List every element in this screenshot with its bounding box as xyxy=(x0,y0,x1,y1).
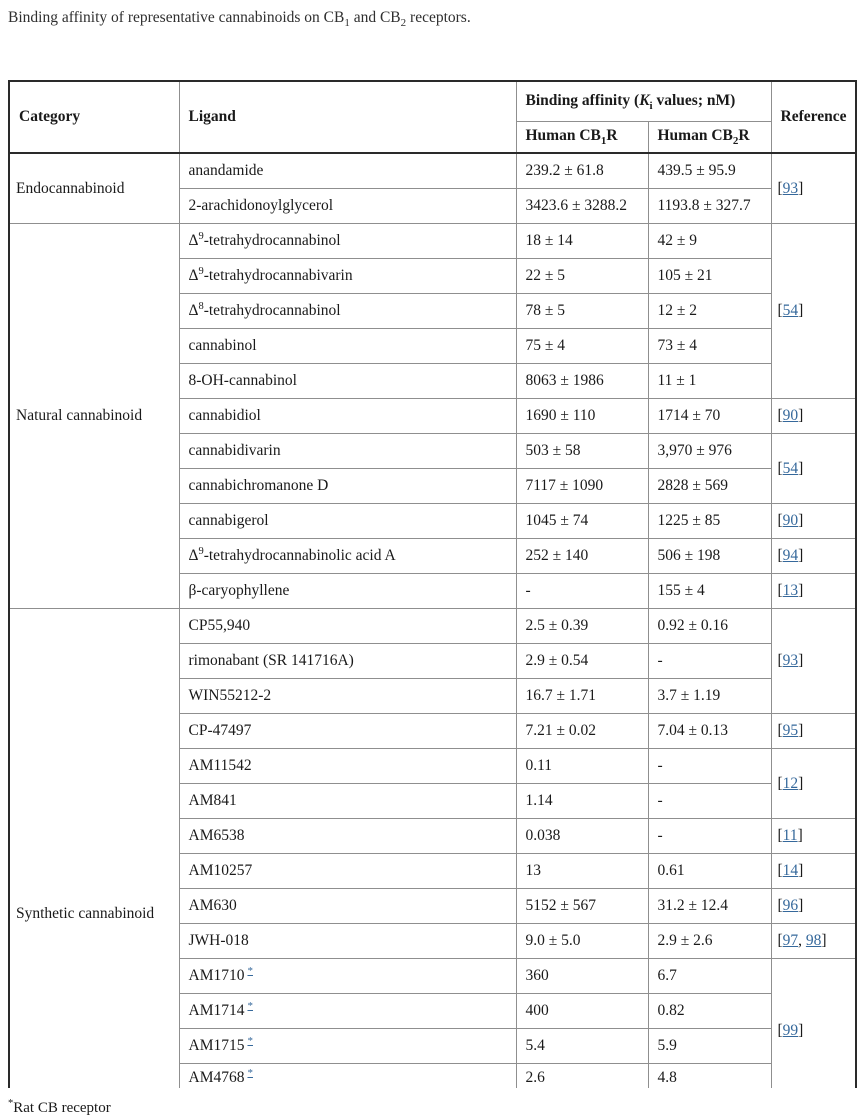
ligand-name: anandamide xyxy=(188,162,264,180)
ligand-cell xyxy=(179,749,516,784)
ligand-name: -tetrahydrocannabivarin xyxy=(203,267,353,285)
ligand-cell xyxy=(179,714,516,749)
cb1-value-cell: 5152 ± 567 xyxy=(516,889,648,924)
ligand-name: 8-OH-cannabinol xyxy=(188,372,297,390)
ligand-name: cannabidivarin xyxy=(188,442,281,460)
header-category: Category xyxy=(9,81,179,153)
ligand-cell xyxy=(179,469,516,504)
cb2-value-cell: - xyxy=(648,644,771,679)
ligand-name: AM841 xyxy=(188,792,237,810)
ki-subscript: i xyxy=(649,99,653,112)
cb2-value-cell: 2.9 ± 2.6 xyxy=(648,924,771,959)
ligand-cell xyxy=(179,1064,516,1089)
cb1-value-cell: 0.038 xyxy=(516,819,648,854)
footnote-text: Rat CB receptor xyxy=(13,1100,111,1117)
rat-receptor-star-link[interactable]: * xyxy=(247,1066,253,1079)
ligand-superscript: 8 xyxy=(198,300,204,312)
ligand-cell xyxy=(179,1029,516,1064)
ligand-cell xyxy=(179,539,516,574)
category-cell: Synthetic cannabinoid xyxy=(9,609,179,1089)
cb2-value-cell: 1193.8 ± 327.7 xyxy=(648,189,771,224)
header-text: Human CB xyxy=(657,127,733,145)
reference-link[interactable]: 14 xyxy=(782,862,799,880)
reference-link[interactable]: 90 xyxy=(782,512,799,530)
cb1-value-cell: 503 ± 58 xyxy=(516,434,648,469)
reference-cell: [54] xyxy=(771,224,856,399)
reference-cell: [96] xyxy=(771,889,856,924)
reference-cell: [12] xyxy=(771,749,856,819)
ligand-name: CP-47497 xyxy=(188,722,252,740)
ligand-name: β-caryophyllene xyxy=(188,582,290,600)
ligand-name: AM6538 xyxy=(188,827,245,845)
cb2-value-cell: 0.92 ± 0.16 xyxy=(648,609,771,644)
cb2-value-cell: 0.82 xyxy=(648,994,771,1029)
ligand-name: AM1710 xyxy=(188,967,245,985)
ligand-name: AM11542 xyxy=(188,757,252,775)
caption-subscript-1: 1 xyxy=(344,17,350,30)
cb2-value-cell: - xyxy=(648,749,771,784)
reference-cell: [95] xyxy=(771,714,856,749)
reference-link[interactable]: 13 xyxy=(782,582,799,600)
reference-cell: [90] xyxy=(771,399,856,434)
cb2-value-cell: 2828 ± 569 xyxy=(648,469,771,504)
ligand-name: AM1715 xyxy=(188,1037,245,1055)
ligand-cell xyxy=(179,294,516,329)
table-row xyxy=(9,609,856,644)
cb1-value-cell: 2.5 ± 0.39 xyxy=(516,609,648,644)
ligand-cell xyxy=(179,574,516,609)
ligand-cell xyxy=(179,819,516,854)
cb1-value-cell: 18 ± 14 xyxy=(516,224,648,259)
cb1-value-cell: 2.6 xyxy=(516,1064,648,1089)
table-header xyxy=(9,81,856,153)
ligand-name: -tetrahydrocannabinol xyxy=(203,302,341,320)
reference-cell: [94] xyxy=(771,539,856,574)
ligand-name: AM4768 xyxy=(188,1069,245,1087)
cb1-value-cell: 8063 ± 1986 xyxy=(516,364,648,399)
reference-cell: [93] xyxy=(771,609,856,714)
cb1-value-cell: 78 ± 5 xyxy=(516,294,648,329)
cb1-value-cell: 239.2 ± 61.8 xyxy=(516,153,648,189)
reference-cell: [99] xyxy=(771,959,856,1089)
cb2-value-cell: 12 ± 2 xyxy=(648,294,771,329)
reference-cell: [93] xyxy=(771,153,856,224)
ligand-name: WIN55212-2 xyxy=(188,687,272,705)
cb2-subscript: 2 xyxy=(732,135,739,148)
cb2-value-cell: 155 ± 4 xyxy=(648,574,771,609)
header-reference: Reference xyxy=(771,81,856,153)
header-binding-affinity xyxy=(516,81,771,122)
cb2-value-cell: 42 ± 9 xyxy=(648,224,771,259)
ligand-superscript: 9 xyxy=(198,265,204,277)
ligand-name: cannabigerol xyxy=(188,512,269,530)
cb2-value-cell: 1714 ± 70 xyxy=(648,399,771,434)
star-superscript xyxy=(247,1000,253,1012)
ligand-cell xyxy=(179,224,516,259)
category-cell: Natural cannabinoid xyxy=(9,224,179,609)
ligand-superscript: 9 xyxy=(198,545,204,557)
ligand-cell xyxy=(179,889,516,924)
cb1-value-cell: 22 ± 5 xyxy=(516,259,648,294)
reference-link[interactable]: 90 xyxy=(782,407,799,425)
ligand-cell xyxy=(179,399,516,434)
cb2-value-cell: 6.7 xyxy=(648,959,771,994)
cb1-value-cell: 360 xyxy=(516,959,648,994)
ligand-name: AM630 xyxy=(188,897,237,915)
cb1-value-cell: 1690 ± 110 xyxy=(516,399,648,434)
cb1-value-cell: 3423.6 ± 3288.2 xyxy=(516,189,648,224)
binding-affinity-table-container xyxy=(8,80,857,1088)
cb1-value-cell: 5.4 xyxy=(516,1029,648,1064)
footnote-asterisk: * xyxy=(8,1098,14,1110)
ligand-name: AM1714 xyxy=(188,1002,245,1020)
caption-text: Binding affinity of representative cannabinoids on CB xyxy=(8,9,345,26)
cb2-value-cell: 4.8 xyxy=(648,1064,771,1089)
reference-cell: [14] xyxy=(771,854,856,889)
cb1-value-cell: 2.9 ± 0.54 xyxy=(516,644,648,679)
cb1-value-cell: 0.11 xyxy=(516,749,648,784)
ligand-name: AM10257 xyxy=(188,862,253,880)
ki-symbol: K xyxy=(639,91,650,109)
binding-affinity-table xyxy=(8,80,857,1088)
cb1-value-cell: 7.21 ± 0.02 xyxy=(516,714,648,749)
cb1-value-cell: 252 ± 140 xyxy=(516,539,648,574)
header-text: Binding affinity ( xyxy=(525,91,640,109)
header-ligand: Ligand xyxy=(179,81,516,153)
ligand-name: 2-arachidonoylglycerol xyxy=(188,197,334,215)
ligand-superscript: 9 xyxy=(198,230,204,242)
ligand-name: JWH-018 xyxy=(188,932,249,950)
cb2-value-cell: 3,970 ± 976 xyxy=(648,434,771,469)
ligand-cell xyxy=(179,854,516,889)
ligand-name: Δ xyxy=(188,547,199,565)
ligand-cell xyxy=(179,959,516,994)
reference-link[interactable]: 99 xyxy=(782,1022,799,1040)
cb1-value-cell: 13 xyxy=(516,854,648,889)
cb1-value-cell: 1.14 xyxy=(516,784,648,819)
ligand-name: CP55,940 xyxy=(188,617,251,635)
rat-receptor-star-link[interactable]: * xyxy=(247,964,253,977)
ligand-name: cannabichromanone D xyxy=(188,477,329,495)
ligand-cell xyxy=(179,784,516,819)
cb2-value-cell: 73 ± 4 xyxy=(648,329,771,364)
cb2-value-cell: - xyxy=(648,784,771,819)
ligand-cell xyxy=(179,679,516,714)
reference-cell: [11] xyxy=(771,819,856,854)
reference-cell: [54] xyxy=(771,434,856,504)
cb2-value-cell: 1225 ± 85 xyxy=(648,504,771,539)
cb1-value-cell: 400 xyxy=(516,994,648,1029)
cb2-value-cell: 5.9 xyxy=(648,1029,771,1064)
ligand-cell xyxy=(179,609,516,644)
cb1-subscript: 1 xyxy=(600,135,607,148)
cb1-value-cell: 75 ± 4 xyxy=(516,329,648,364)
table-row xyxy=(9,224,856,259)
star-superscript xyxy=(247,965,253,977)
reference-link[interactable]: 93 xyxy=(782,652,799,670)
cb1-value-cell: 16.7 ± 1.71 xyxy=(516,679,648,714)
ligand-name: -tetrahydrocannabinol xyxy=(203,232,341,250)
ligand-cell xyxy=(179,994,516,1029)
ligand-cell xyxy=(179,924,516,959)
table-footnote xyxy=(8,1098,862,1117)
table-caption xyxy=(8,8,862,33)
header-human-cb2r xyxy=(648,122,771,154)
ligand-name: cannabidiol xyxy=(188,407,261,425)
caption-subscript-2: 2 xyxy=(400,17,407,30)
reference-link[interactable]: 97 xyxy=(782,932,799,950)
ligand-cell xyxy=(179,259,516,294)
header-human-cb1r xyxy=(516,122,648,154)
cb2-value-cell: 7.04 ± 0.13 xyxy=(648,714,771,749)
ligand-cell xyxy=(179,364,516,399)
reference-link[interactable]: 12 xyxy=(782,774,799,792)
header-text: R xyxy=(606,127,618,145)
reference-cell: [13] xyxy=(771,574,856,609)
cb2-value-cell: 11 ± 1 xyxy=(648,364,771,399)
reference-link[interactable]: 11 xyxy=(782,827,798,845)
ligand-cell xyxy=(179,189,516,224)
ligand-cell xyxy=(179,644,516,679)
ligand-cell xyxy=(179,434,516,469)
reference-link[interactable]: 93 xyxy=(782,179,799,197)
header-row-1 xyxy=(9,81,856,122)
ligand-name: Δ xyxy=(188,232,199,250)
table-body xyxy=(9,153,856,1088)
cb1-value-cell: 7117 ± 1090 xyxy=(516,469,648,504)
reference-link[interactable]: 54 xyxy=(782,459,799,477)
ligand-cell xyxy=(179,329,516,364)
category-cell: Endocannabinoid xyxy=(9,153,179,224)
rat-receptor-star-link[interactable]: * xyxy=(247,999,253,1012)
star-superscript xyxy=(247,1067,253,1079)
header-text: values; nM) xyxy=(652,91,736,109)
cb2-value-cell: 105 ± 21 xyxy=(648,259,771,294)
ligand-cell xyxy=(179,504,516,539)
reference-link[interactable]: 94 xyxy=(782,547,799,565)
caption-text: and CB xyxy=(349,9,401,26)
reference-cell: [97, 98] xyxy=(771,924,856,959)
cb2-value-cell: 506 ± 198 xyxy=(648,539,771,574)
cb1-value-cell: - xyxy=(516,574,648,609)
caption-text: receptors. xyxy=(406,9,471,26)
cb2-value-cell: 439.5 ± 95.9 xyxy=(648,153,771,189)
reference-cell: [90] xyxy=(771,504,856,539)
reference-link[interactable]: 54 xyxy=(782,302,799,320)
ligand-name: rimonabant (SR 141716A) xyxy=(188,652,354,670)
cb2-value-cell: - xyxy=(648,819,771,854)
header-text: Human CB xyxy=(525,127,601,145)
cb1-value-cell: 9.0 ± 5.0 xyxy=(516,924,648,959)
ligand-name: Δ xyxy=(188,302,199,320)
cb2-value-cell: 31.2 ± 12.4 xyxy=(648,889,771,924)
cb2-value-cell: 3.7 ± 1.19 xyxy=(648,679,771,714)
ligand-name: Δ xyxy=(188,267,199,285)
reference-link[interactable]: 96 xyxy=(782,897,799,915)
reference-link[interactable]: 98 xyxy=(805,932,822,950)
rat-receptor-star-link[interactable]: * xyxy=(247,1034,253,1047)
ligand-name: -tetrahydrocannabinolic acid A xyxy=(203,547,396,565)
cb1-value-cell: 1045 ± 74 xyxy=(516,504,648,539)
ligand-cell xyxy=(179,153,516,189)
reference-link[interactable]: 95 xyxy=(782,722,799,740)
header-text: R xyxy=(738,127,750,145)
table-row xyxy=(9,153,856,189)
cb2-value-cell: 0.61 xyxy=(648,854,771,889)
ligand-name: cannabinol xyxy=(188,337,257,355)
star-superscript xyxy=(247,1035,253,1047)
